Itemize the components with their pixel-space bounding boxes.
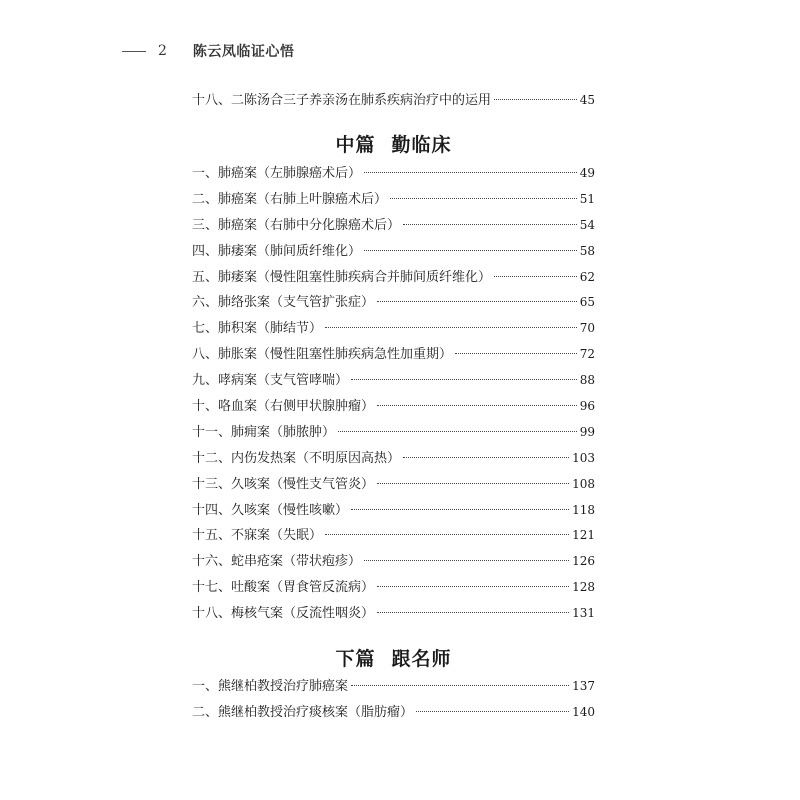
- toc-entry-label: 十二、内伤发热案（不明原因高热）: [192, 450, 401, 466]
- toc-entry[interactable]: [192, 421, 595, 447]
- toc-entry-label: 十三、久咳案（慢性支气管炎）: [192, 476, 375, 492]
- section-heading-middle: [192, 130, 595, 157]
- dot-leader: [455, 353, 577, 354]
- toc-middle-section-list: [192, 162, 595, 628]
- section-part: 中篇: [335, 134, 376, 156]
- section-heading-lower: [192, 644, 595, 671]
- dot-leader: [351, 379, 577, 380]
- dot-leader: [377, 586, 569, 587]
- toc-entry[interactable]: [192, 240, 595, 266]
- toc-entry-page: 54: [579, 217, 595, 232]
- section-part: 下篇: [335, 648, 376, 670]
- running-header: [122, 40, 294, 62]
- toc-entry-label: 十五、不寐案（失眠）: [192, 528, 323, 544]
- toc-entry[interactable]: [192, 602, 595, 628]
- toc-entry[interactable]: [192, 188, 595, 214]
- toc-entry-page: 88: [579, 373, 595, 388]
- toc-entry-page: 49: [579, 166, 595, 180]
- toc-entry-label: 七、肺积案（肺结节）: [192, 321, 323, 337]
- toc-entry[interactable]: [192, 291, 595, 317]
- dot-leader: [494, 276, 577, 277]
- dot-leader: [494, 99, 577, 100]
- toc-entry-page: 131: [572, 606, 595, 621]
- toc-entry[interactable]: [192, 214, 595, 240]
- toc-entry-page: 118: [572, 502, 595, 517]
- dot-leader: [377, 301, 577, 302]
- toc-entry[interactable]: [192, 675, 595, 701]
- toc-entry[interactable]: [192, 369, 595, 395]
- toc-entry[interactable]: [192, 266, 595, 292]
- toc-entry-page: 65: [579, 295, 595, 310]
- toc-entry-label: 一、熊继柏教授治疗肺癌案: [192, 679, 349, 694]
- toc-entry[interactable]: [192, 395, 595, 421]
- toc-entry[interactable]: [192, 162, 595, 188]
- toc-entry-page: 58: [579, 243, 595, 258]
- toc-entry[interactable]: [192, 447, 595, 473]
- toc-entry-page: 72: [579, 347, 595, 362]
- toc-entry[interactable]: [192, 473, 595, 499]
- toc-entry-label: 十八、二陈汤合三子养亲汤在肺系疾病治疗中的运用: [192, 93, 492, 108]
- toc-entry-page: 137: [572, 679, 595, 693]
- toc-entry[interactable]: [192, 343, 595, 369]
- toc-entry-page: 140: [572, 704, 595, 719]
- header-rule: [122, 51, 146, 52]
- toc-entry-page: 70: [579, 321, 595, 336]
- dot-leader: [377, 612, 569, 613]
- dot-leader: [325, 327, 577, 328]
- dot-leader: [351, 509, 569, 510]
- toc-entry-label: 六、肺络张案（支气管扩张症）: [192, 295, 375, 311]
- dot-leader: [403, 457, 569, 458]
- toc-entry[interactable]: [192, 89, 595, 115]
- toc-entry-page: 96: [579, 399, 595, 414]
- toc-entry-label: 二、熊继柏教授治疗痰核案（脂肪瘤）: [192, 704, 414, 720]
- toc-entry-label: 九、哮病案（支气管哮喘）: [192, 373, 349, 389]
- dot-leader: [377, 405, 577, 406]
- toc-lower-section-list: [192, 675, 595, 727]
- toc-entry-label: 十四、久咳案（慢性咳嗽）: [192, 502, 349, 518]
- toc-entry-page: 99: [579, 424, 595, 439]
- book-title: 陈云凤临证心悟: [192, 44, 295, 60]
- toc-entry[interactable]: [192, 317, 595, 343]
- dot-leader: [351, 685, 569, 686]
- toc-entry-label: 十六、蛇串疮案（带状疱疹）: [192, 554, 362, 570]
- dot-leader: [377, 483, 569, 484]
- dot-leader: [364, 560, 569, 561]
- toc-entry-label: 四、肺痿案（肺间质纤维化）: [192, 243, 362, 259]
- dot-leader: [390, 198, 577, 199]
- dot-leader: [416, 711, 569, 712]
- page-number: 2: [158, 43, 167, 59]
- toc-entry[interactable]: [192, 576, 595, 602]
- toc-entry-page: 62: [579, 269, 595, 284]
- section-title: 跟名师: [391, 648, 452, 670]
- toc-entry-label: 八、肺胀案（慢性阻塞性肺疾病急性加重期）: [192, 347, 453, 363]
- toc-entry-page: 108: [572, 476, 595, 491]
- toc-entry-label: 三、肺癌案（右肺中分化腺癌术后）: [192, 217, 401, 233]
- toc-entry[interactable]: [192, 701, 595, 727]
- toc-entry[interactable]: [192, 524, 595, 550]
- toc-entry-label: 二、肺癌案（右肺上叶腺癌术后）: [192, 191, 388, 207]
- toc-prev-section-list: [192, 89, 595, 115]
- dot-leader: [403, 224, 577, 225]
- toc-entry-page: 126: [572, 554, 595, 569]
- toc-entry-label: 十、咯血案（右侧甲状腺肿瘤）: [192, 399, 375, 415]
- dot-leader: [364, 250, 577, 251]
- toc-entry-page: 103: [572, 450, 595, 465]
- toc-entry[interactable]: [192, 499, 595, 525]
- dot-leader: [364, 172, 577, 173]
- toc-entry[interactable]: [192, 550, 595, 576]
- dot-leader: [325, 534, 569, 535]
- toc-entry-label: 十七、吐酸案（胃食管反流病）: [192, 580, 375, 596]
- toc-entry-label: 五、肺痿案（慢性阻塞性肺疾病合并肺间质纤维化）: [192, 269, 492, 285]
- section-title: 勤临床: [391, 134, 452, 156]
- dot-leader: [338, 431, 577, 432]
- toc-entry-label: 十八、梅核气案（反流性咽炎）: [192, 606, 375, 622]
- toc-entry-label: 十一、肺痈案（肺脓肿）: [192, 424, 336, 440]
- toc-entry-page: 51: [579, 191, 595, 206]
- toc-entry-label: 一、肺癌案（左肺腺癌术后）: [192, 166, 362, 181]
- toc-entry-page: 121: [572, 528, 595, 543]
- toc-entry-page: 45: [579, 93, 595, 107]
- toc-entry-page: 128: [572, 580, 595, 595]
